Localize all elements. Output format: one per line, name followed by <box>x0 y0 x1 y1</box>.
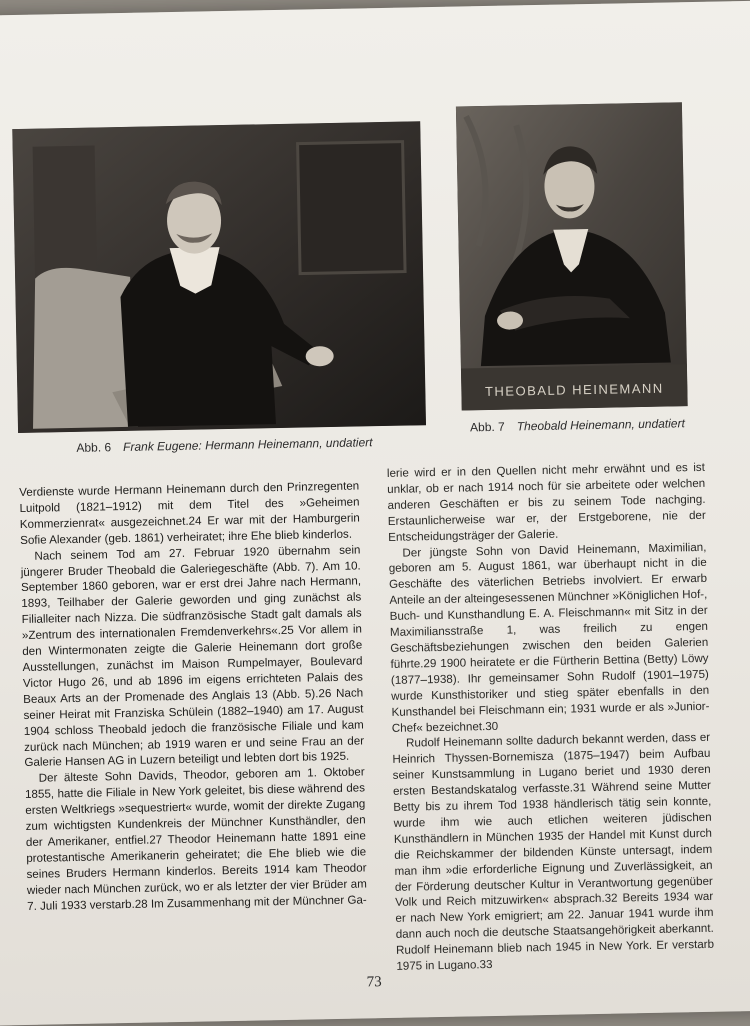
page-number: 73 <box>366 974 382 991</box>
paragraph: Rudolf Heinemann sollte dadurch bekannt werden, dass er Heinrich Thyssen-Bornemisza (1875–1947) beim Aufbau seiner Kunstsammlung in Lugano beriet und 1930 deren ersten Bestandskatalog verfasste.31 Während seine Mutter Betty bis zu ihrem Tod 1938 händlerisch tätig sein konnte, wurde ihm wie auch etlichen weiteren jüdischen Kunsthändlern in München 1935 der Handel mit Kunst durch die Reichskammer der bildenden Künste untersagt, indem man ihm »die erforderliche Eignung und Zuverlässigkeit, an der Förderung deutscher Kultur in Verantwortung gegenüber Volk und Reich mitzuwirken« absprach.32 Bereits 1934 war er nach New York emigriert; am 22. Januar 1941 wurde ihm dann auch noch die deutsche Staatsangehörigkeit aberkannt. Rudolf Heinemann blieb nach 1945 in New York. Er verstarb 1975 in Lugano.33 <box>392 731 715 973</box>
portrait-image <box>456 102 688 410</box>
text-column-left <box>19 478 367 914</box>
figure-number: Abb. 7 <box>469 419 505 435</box>
portrait-image <box>12 121 426 433</box>
photo-hermann-heinemann <box>12 121 426 433</box>
paragraph: Verdienste wurde Hermann Heinemann durch den Prinzregenten Luitpold (1821–1912) mit dem Titel des »Geheimen Kommerzienrat« ausgezeichnet.24 Er war mit der Hamburgerin Sofie Alexander (geb. 1861) verheiratet; ihre Ehe blieb kinderlos. <box>19 479 360 547</box>
plate-label: THEOBALD HEINEMANN <box>484 380 664 400</box>
photo-theobald-heinemann <box>456 102 688 410</box>
figure-caption-7 <box>470 416 685 434</box>
paragraph: Der jüngste Sohn von David Heinemann, Maximilian, geboren am 5. August 1861, war überhaupt nicht in die Geschäfte des väterlichen Betriebs involviert. Er erwarb Anteile an der alteingesessenen Münchner »Königlichen Hof-, Buch- und Kunsthandlung E. A. Fleischmann« mit Sitz in der Maximiliansstraße 1, was freilich zu engen Geschäftsbeziehungen zwischen den beiden Galerien führte.29 1900 heiratete er die Fürtherin Bettina (Betty) Löwy (1877–1938). Ihr gemeinsamer Sohn Rudolf (1901–1975) wurde Kunsthistoriker und stieg später ebenfalls in den Kunsthandel bei Fleischmann ein; 1931 wurde er als »Junior-Chef« bezeichnet.30 <box>388 540 710 735</box>
figure-number: Abb. 6 <box>76 440 112 455</box>
paragraph: Nach seinem Tod am 27. Februar 1920 übernahm sein jüngerer Bruder Theobald die Galeriegeschäfte (Abb. 7). Am 10. September 1860 geboren, war er erst drei Jahre nach Hermann, 1893, Teilhaber der Galerie geworden und ging zunächst als Filialleiter nach Nizza. Die südfranzösische Stadt galt damals als »Zentrum des internationalen Fremdenverkehrs«.25 Vor allem in den Wintermonaten zeigte die Galerie Heinemann dort große Ausstellungen, zunächst im Maison Rumpelmayer, Boulevard Victor Hugo 26, und ab 1896 im eigens errichteten Palais des Beaux Arts an der Promenade des Anglais 13 (Abb. 5).26 Nach seiner Heirat mit Franziska Schülein (1882–1940) am 17. August 1904 schloss Theobald jedoch die französische Filiale und kam zurück nach München; ab 1919 waren er und seine Frau an der Galerie Hansen AG in Luzern beteiligt und lebten dort bis 1925. <box>20 543 365 770</box>
paragraph: lerie wird er in den Quellen nicht mehr erwähnt und es ist unklar, ob er nach 1914 noch für sie arbeitete oder welchen anderen Geschäften er bis zu seinem Tode nachging. Erstaunlicherweise war er, der Erstgeborene, nie der Entscheidungsträger der Galerie. <box>386 460 706 544</box>
figure-caption-text: Frank Eugene: Hermann Heinemann, undatiert <box>122 435 373 455</box>
paragraph: Der älteste Sohn Davids, Theodor, geboren am 1. Oktober 1855, hatte die Filiale in New York geleitet, bis diese während des ersten Weltkriegs »sequestriert« wurde, womit der direkte Zugang zum wichtigsten Kundenkreis der Münchner Kunsthändler, den der Amerikaner, entfiel.27 Theodor Heinemann hatte 1891 eine protestantische Amerikanerin geheiratet; die Ehe blieb wie die seines Bruders Hermann kinderlos. Bereits 1914 kam Theodor wieder nach München zurück, wo er als letzter der vier Brüder am 7. Juli 1933 verstarb.28 Im Zusammenhang mit der Münchner Ga- <box>24 765 367 913</box>
figure-caption-6 <box>76 435 372 455</box>
text-column-right <box>387 460 715 975</box>
figure-caption-text: Theobald Heinemann, undatiert <box>516 416 685 434</box>
